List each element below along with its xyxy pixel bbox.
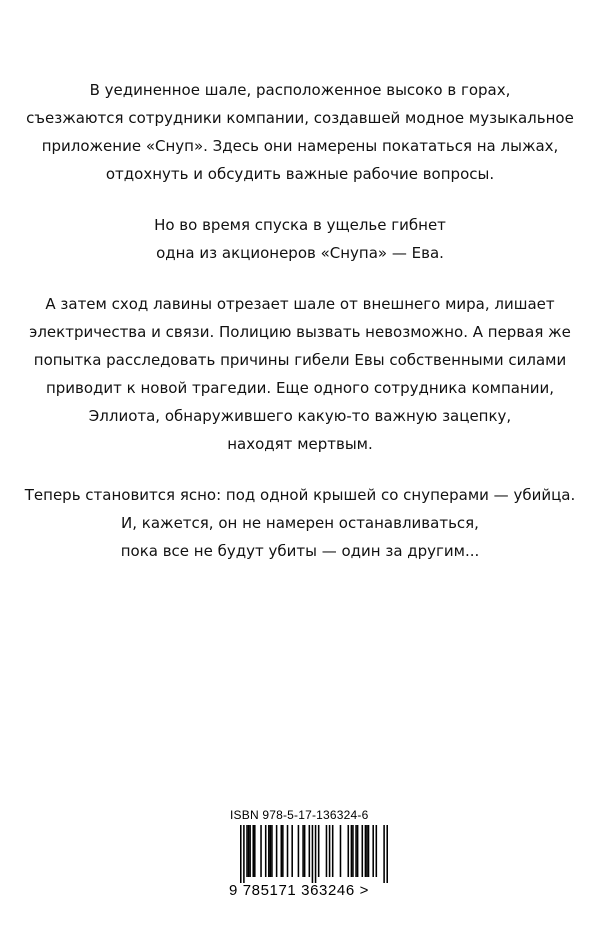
blurb-line: Теперь становится ясно: под одной крышей со снуперами — убийца. <box>24 486 576 504</box>
barcode-bar <box>281 825 283 877</box>
quiet-zone-mark: > <box>359 882 369 899</box>
barcode-bar <box>260 825 262 877</box>
barcode-bar <box>265 825 267 877</box>
blurb-line: попытка расследовать причины гибели Евы собственными силами <box>33 351 567 369</box>
barcode-bar <box>282 825 284 877</box>
barcode-bar <box>329 825 331 877</box>
barcode-bar <box>243 825 245 883</box>
barcode-bar <box>368 825 370 877</box>
blurb-line: И, кажется, он не намерен останавливаться, <box>121 514 479 532</box>
blurb-paragraph-3 <box>20 290 580 458</box>
barcode-bar <box>362 825 364 877</box>
blurb-paragraph-2 <box>20 211 580 267</box>
blurb-text <box>20 76 580 588</box>
barcode-bar <box>252 825 254 877</box>
barcode-bar <box>248 825 250 877</box>
barcode-bar <box>318 825 320 877</box>
blurb-line: одна из акционеров «Снупа» — Ева. <box>156 244 444 262</box>
blurb-line: приложение «Снуп». Здесь они намерены покататься на лыжах, <box>41 137 559 155</box>
blurb-paragraph-1 <box>20 76 580 188</box>
barcode-bar <box>271 825 273 877</box>
blurb-line: отдохнуть и обсудить важные рабочие вопросы. <box>105 165 495 183</box>
barcode-bar <box>309 825 311 877</box>
barcode-bar <box>332 825 334 877</box>
isbn-label: ISBN 978-5-17-136324-6 <box>230 808 369 822</box>
blurb-line: пока все не будут убиты — один за другим... <box>120 542 480 560</box>
barcode-bar <box>270 825 272 877</box>
barcode-bar <box>386 825 388 883</box>
barcode-bar <box>298 825 300 877</box>
barcode-bar <box>340 825 342 877</box>
barcode-bar <box>246 825 248 877</box>
blurb-line: Эллиота, обнаружившего какую-то важную зацепку, <box>88 407 512 425</box>
barcode-bar <box>366 825 368 877</box>
barcode-bar <box>365 825 367 877</box>
isbn-barcode <box>220 808 400 903</box>
barcode-bar <box>304 825 306 877</box>
barcode-bar <box>357 825 359 877</box>
barcode-bar <box>376 825 378 877</box>
blurb-line: В уединенное шале, расположенное высоко в горах, <box>89 81 511 99</box>
barcode-bar <box>276 825 278 877</box>
blurb-line: приводит к новой трагедии. Еще одного сотрудника компании, <box>45 379 555 397</box>
blurb-line: находят мертвым. <box>227 435 373 453</box>
barcode-bar <box>352 825 354 877</box>
barcode-bars <box>240 825 388 883</box>
barcode-digits <box>229 882 404 899</box>
barcode-bar <box>347 825 349 877</box>
blurb-line: съезжаются сотрудники компании, создавшей модное музыкальное <box>26 109 574 127</box>
barcode-bar <box>315 825 317 883</box>
blurb-line: А затем сход лавины отрезает шале от внешнего мира, лишает <box>45 295 555 313</box>
barcode-bar <box>268 825 270 877</box>
blurb-line: электричества и связи. Полицию вызвать невозможно. А первая же <box>29 323 571 341</box>
barcode-digits-text: 9 785171 363246 <box>229 882 355 899</box>
barcode-bar <box>372 825 374 877</box>
blurb-paragraph-4 <box>20 481 580 565</box>
barcode-bar <box>254 825 256 877</box>
barcode-bar <box>351 825 353 877</box>
barcode-bar <box>312 825 314 883</box>
barcode-bar <box>240 825 242 883</box>
blurb-line: Но во время спуска в ущелье гибнет <box>154 216 446 234</box>
barcode-bar <box>383 825 385 883</box>
barcode-bar <box>326 825 328 877</box>
barcode-bar <box>249 825 251 877</box>
barcode-bar <box>302 825 304 877</box>
barcode-bar <box>355 825 357 877</box>
barcode-bar <box>287 825 289 877</box>
barcode-bar <box>291 825 293 877</box>
